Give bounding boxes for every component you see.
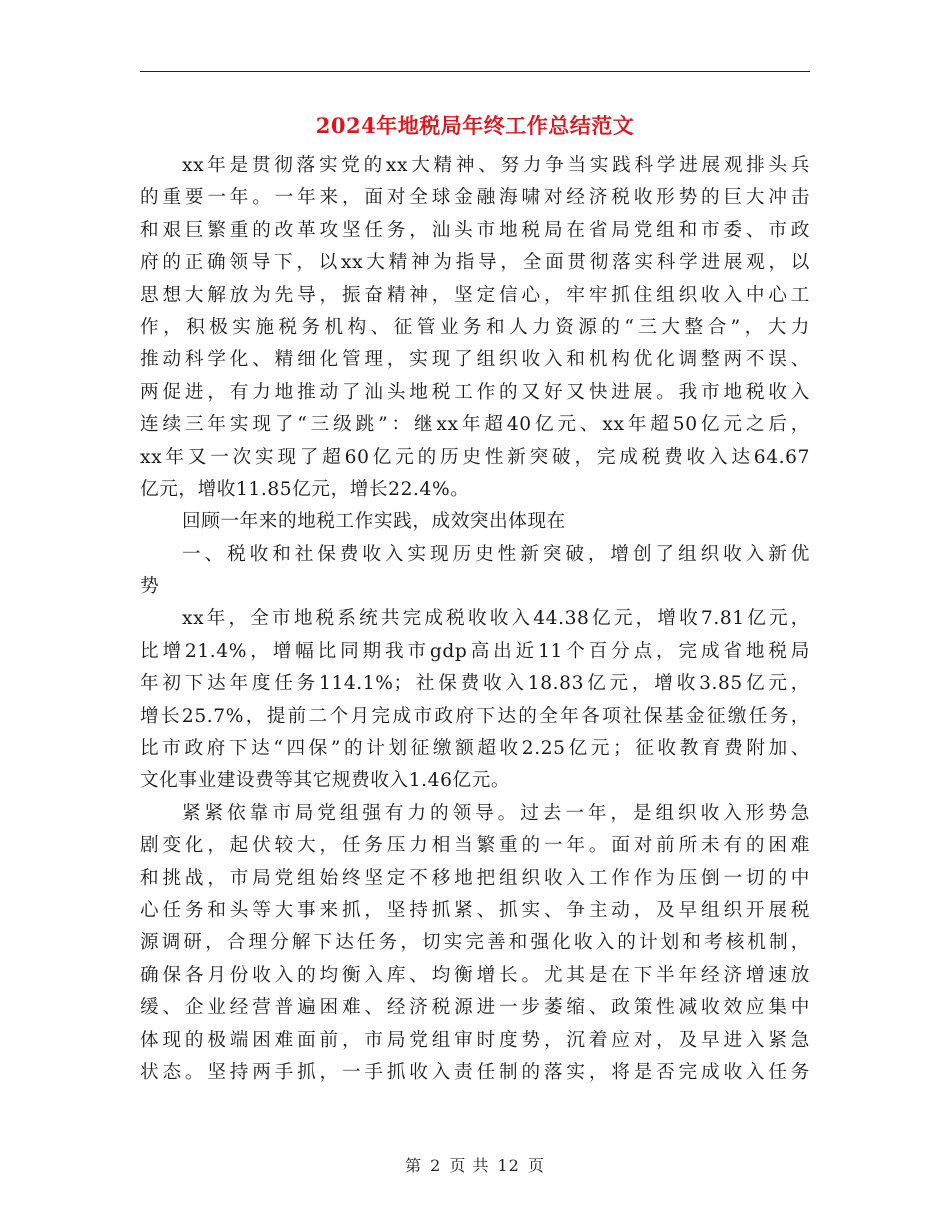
text-line: 紧紧依靠市局党组强有力的领导。过去一年，是组织收入形势急 bbox=[182, 802, 810, 824]
text-line: 亿元，增收11.85亿元，增长22.4%。 bbox=[140, 478, 470, 500]
text-line: xx年是贯彻落实党的xx大精神、努力争当实践科学进展观排头兵 bbox=[182, 155, 810, 176]
text-line: 增长25.7%，提前二个月完成市政府下达的全年各项社保基金征缴任务， bbox=[140, 705, 810, 727]
text-line: 比市政府下达“四保”的计划征缴额超收2.25亿元；征收教育费附加、 bbox=[140, 738, 810, 760]
text-line: 体现的极端困难面前，市局党组审时度势，沉着应对，及早进入紧急 bbox=[140, 1029, 810, 1051]
text-line: 比增21.4%，增幅比同期我市gdp高出近11个百分点，完成省地税局 bbox=[140, 640, 810, 662]
text-line: 推动科学化、精细化管理，实现了组织收入和机构优化调整两不误、 bbox=[140, 349, 810, 371]
text-line: 府的正确领导下，以xx大精神为指导，全面贯彻落实科学进展观，以 bbox=[140, 252, 810, 274]
page-footer bbox=[0, 1153, 950, 1176]
document-body bbox=[140, 150, 810, 1089]
text-line: 作，积极实施税务机构、征管业务和人力资源的“三大整合”，大力 bbox=[140, 316, 810, 338]
text-line: 源调研，合理分解下达任务，切实完善和强化收入的计划和考核机制， bbox=[140, 932, 810, 954]
text-line: 确保各月份收入的均衡入库、均衡增长。尤其是在下半年经济增速放 bbox=[140, 964, 810, 986]
text-line: 两促进，有力地推动了汕头地税工作的又好又快进展。我市地税收入 bbox=[140, 381, 810, 403]
text-line: xx年又一次实现了超60亿元的历史性新突破，完成税费收入达64.67 bbox=[140, 446, 810, 468]
text-line: 文化事业建设费等其它规费收入1.46亿元。 bbox=[140, 770, 511, 792]
text-line: 连续三年实现了“三级跳”：继xx年超40亿元、xx年超50亿元之后， bbox=[140, 414, 810, 436]
document-title: 2024年地税局年终工作总结范文 bbox=[315, 113, 635, 138]
text-line: 状态。坚持两手抓，一手抓收入责任制的落实，将是否完成收入任务 bbox=[140, 1061, 810, 1083]
footer-suffix: 页 bbox=[527, 1156, 545, 1175]
text-line: 和艰巨繁重的改革攻坚任务，汕头市地税局在省局党组和市委、市政 bbox=[140, 219, 810, 241]
text-line: 心任务和头等大事来抓，坚持抓紧、抓实、争主动，及早组织开展税 bbox=[140, 899, 810, 921]
section-heading: 势 bbox=[140, 576, 160, 598]
text-line: 年初下达年度任务114.1%；社保费收入18.83亿元，增收3.85亿元， bbox=[140, 673, 810, 695]
text-line: 的重要一年。一年来，面对全球金融海啸对经济税收形势的巨大冲击 bbox=[140, 187, 810, 209]
footer-prefix: 第 bbox=[405, 1156, 423, 1175]
text-line: xx年，全市地税系统共完成税收收入44.38亿元，增收7.81亿元， bbox=[182, 608, 810, 630]
total-pages: 12 bbox=[497, 1156, 520, 1175]
text-line: 剧变化，起伏较大，任务压力相当繁重的一年。面对前所未有的困难 bbox=[140, 835, 810, 857]
text-line: 和挑战，市局党组始终坚定不移地把组织收入工作作为压倒一切的中 bbox=[140, 867, 810, 889]
text-line: 缓、企业经营普遍困难、经济税源进一步萎缩、政策性减收效应集中 bbox=[140, 997, 810, 1019]
text-line: 思想大解放为先导，振奋精神，坚定信心，牢牢抓住组织收入中心工 bbox=[140, 284, 810, 306]
text-line: 回顾一年来的地税工作实践，成效突出体现在 bbox=[182, 511, 566, 533]
footer-middle: 页 共 bbox=[449, 1156, 490, 1175]
page-number: 2 bbox=[430, 1156, 442, 1175]
header-rule bbox=[140, 71, 810, 72]
section-heading: 一、税收和社保费收入实现历史性新突破，增创了组织收入新优 bbox=[182, 543, 810, 565]
